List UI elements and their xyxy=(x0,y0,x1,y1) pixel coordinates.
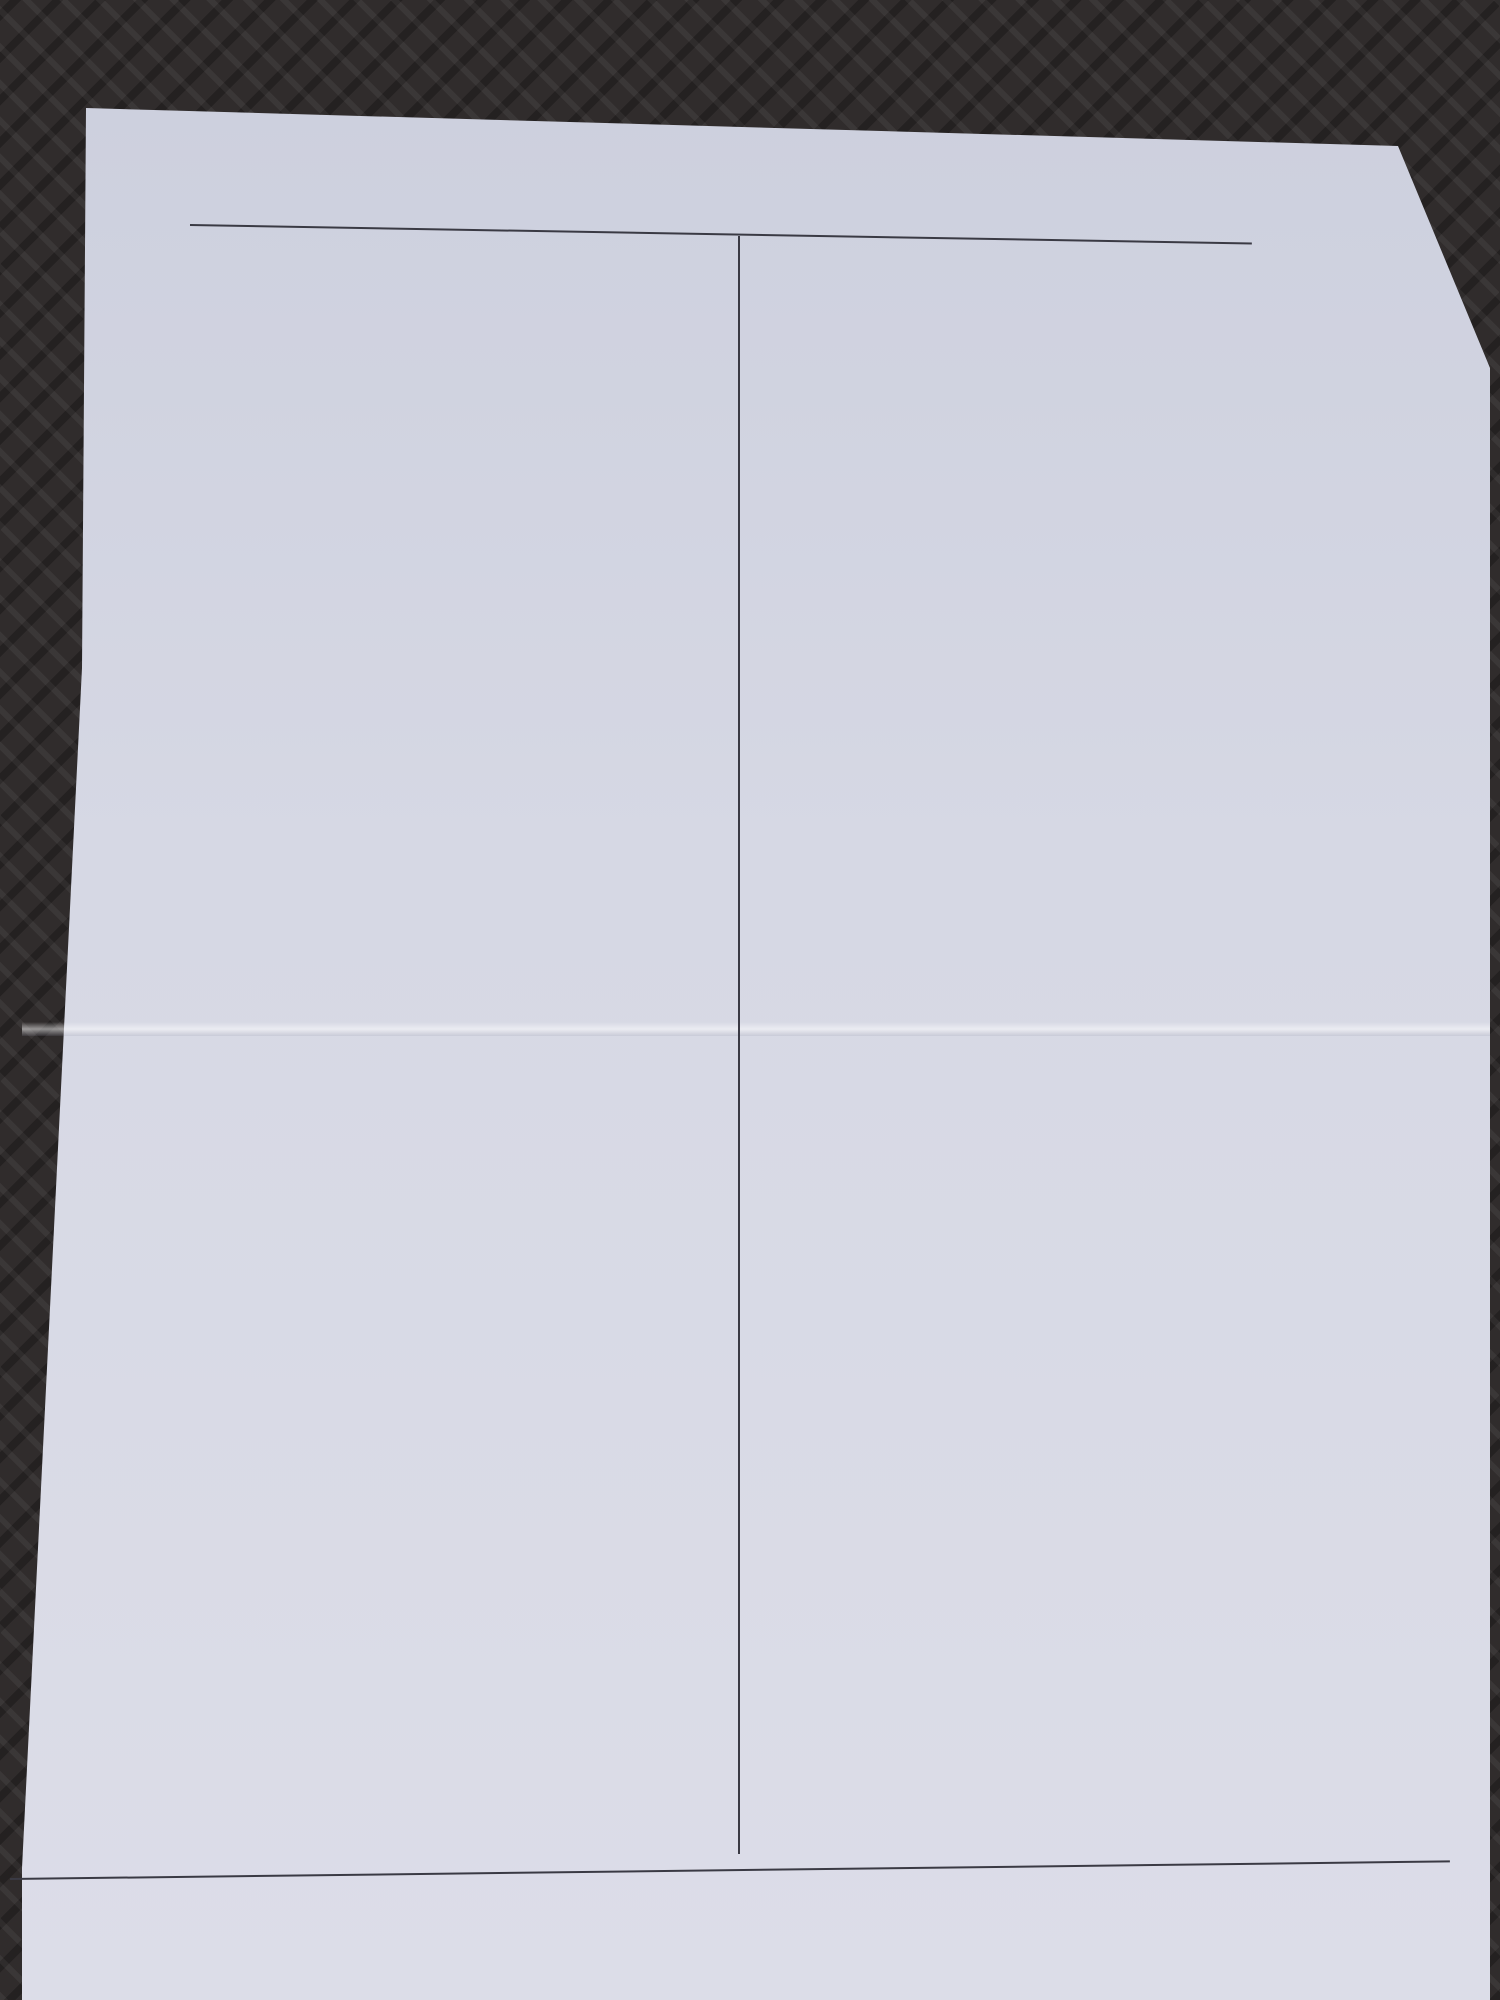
column-divider xyxy=(738,236,740,1854)
left-column xyxy=(20,230,720,1870)
right-column xyxy=(746,236,1466,1876)
